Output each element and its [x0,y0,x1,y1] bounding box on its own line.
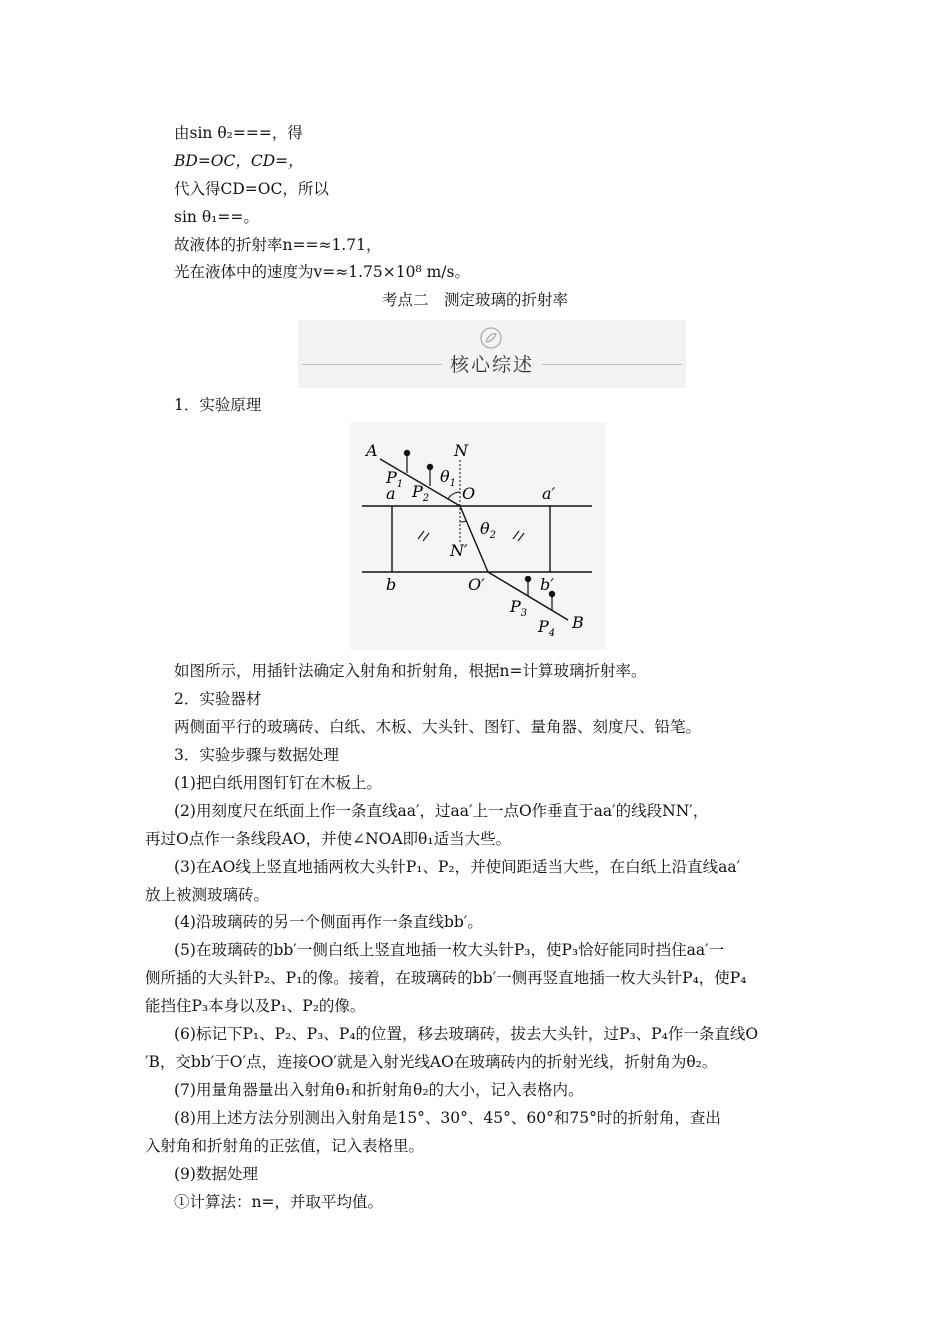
label-N: N [454,441,468,460]
section-banner [298,320,686,388]
step-line: (6)标记下P₁、P₂、P₃、P₄的位置，移去玻璃砖，拔去大头针，过P₃、P₄作一条直线O [174,1025,759,1043]
label-b-prime: b′ [540,575,554,594]
step-line: ①计算法：n=，并取平均值。 [174,1193,383,1211]
text-line: 两侧面平行的玻璃砖、白纸、木板、大头针、图钉、量角器、刻度尺、铅笔。 [174,718,702,736]
text-line: BD=OC，CD=， [174,152,304,170]
label-a-prime: a′ [542,484,556,503]
section-title: 考点二 测定玻璃的折射率 [381,291,568,309]
step-line: (3)在AO线上竖直地插两枚大头针P₁、P₂，并使间距适当大些，在白纸上沿直线aa′ [174,858,741,876]
step-line: (4)沿玻璃砖的另一个侧面再作一条直线bb′。 [174,913,483,931]
label-b: b [386,575,397,594]
step-line: ′B，交bb′于O′点，连接OO′就是入射光线AO在玻璃砖内的折射光线，折射角为θ₂。 [145,1053,718,1071]
step-line: (7)用量角器量出入射角θ₁和折射角θ₂的大小，记入表格内。 [174,1081,584,1099]
step-line: (8)用上述方法分别测出入射角是15°、30°、45°、60°和75°时的折射角，查出 [174,1109,721,1127]
text-line: sin θ₁==。 [174,208,259,226]
leaf-emblem-icon [479,326,503,350]
label-P3: $P_3$ [510,597,528,619]
step-line: (5)在玻璃砖的bb′一侧白纸上竖直地插一枚大头针P₃，使P₃恰好能同时挡住aa′一 [174,941,725,959]
item-heading: 3．实验步骤与数据处理 [174,746,339,764]
step-line: (2)用刻度尺在纸面上作一条直线aa′，过aa′上一点O作垂直于aa′的线段NN′， [174,802,709,820]
label-B: B [572,613,584,632]
label-A: A [366,441,378,460]
step-line: 放上被测玻璃砖。 [145,886,270,904]
label-P4: $P_4$ [538,617,556,639]
item-heading: 1．实验原理 [174,396,262,414]
step-line: 入射角和折射角的正弦值，记入表格里。 [145,1137,425,1155]
text-line: 故液体的折射率n==≈1.71， [174,236,382,254]
banner-label: 核心综述 [449,354,534,376]
refracted-ray [460,506,488,572]
label-P2: $P_2$ [412,482,430,504]
label-N-prime: N′ [450,541,468,560]
step-line: 能挡住P₃本身以及P₁、P₂的像。 [145,997,366,1015]
text-line: 由sin θ₂===，得 [174,124,303,142]
text-line: 如图所示，用插针法确定入射角和折射角，根据n=计算玻璃折射率。 [174,662,647,680]
angle-arc-theta2 [460,521,466,522]
step-line: 侧所插的大头针P₂、P₁的像。接着，在玻璃砖的bb′一侧再竖直地插一枚大头针P₄，使P₄ [145,969,747,987]
item-heading: 2．实验器材 [174,690,262,708]
step-line: 再过O点作一条线段AO，并使∠NOA即θ₁适当大些。 [145,830,512,848]
label-P1: $P_1$ [386,468,404,490]
label-O: O [462,484,476,503]
refraction-diagram [350,422,606,650]
label-theta2: $\theta_2$ [480,519,497,541]
label-a: a [386,484,396,503]
diagram-svg [350,422,606,650]
step-line: (9)数据处理 [174,1165,258,1183]
label-O-prime: O′ [468,575,485,594]
label-theta1: $\theta_1$ [440,467,457,489]
step-line: (1)把白纸用图钉钉在木板上。 [174,774,382,792]
text-line: 代入得CD=OC，所以 [174,180,329,198]
text-line: 光在液体中的速度为v=≈1.75×10⁸ m/s。 [174,263,470,281]
angle-arc-theta1 [448,492,460,499]
